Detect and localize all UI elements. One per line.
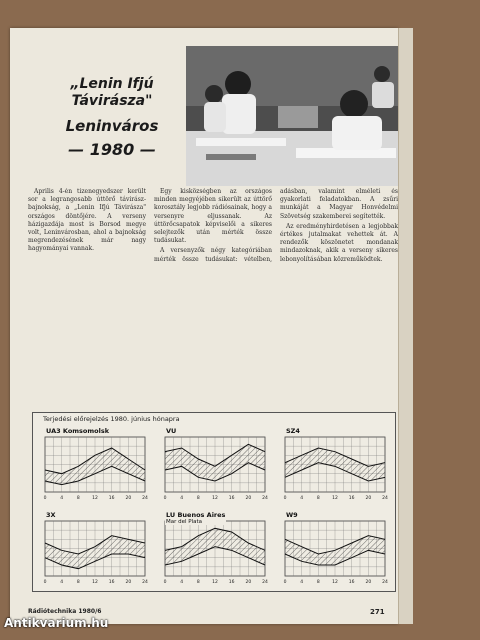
- magazine-name: Rádiótechnika 1980/6: [28, 608, 102, 615]
- forecast-chart: [279, 509, 389, 584]
- watermark-text: Antikvarium.hu: [4, 616, 109, 630]
- x-tick-label: 12: [212, 496, 218, 500]
- chart-subtitle: Mar del Plata: [166, 519, 203, 525]
- chart-title: 3X: [46, 511, 56, 519]
- article-body: [28, 188, 398, 406]
- x-tick-label: 0: [163, 496, 167, 500]
- x-tick-label: 20: [245, 580, 252, 584]
- forecast-chart-svg: [279, 425, 389, 500]
- x-tick-label: 12: [332, 580, 338, 584]
- forecast-chart: [159, 425, 269, 500]
- x-tick-label: 20: [365, 580, 372, 584]
- x-tick-label: 12: [92, 580, 98, 584]
- x-tick-label: 4: [300, 496, 304, 500]
- next-page-edge: [398, 28, 413, 624]
- x-tick-label: 0: [283, 496, 287, 500]
- x-tick-label: 4: [180, 496, 184, 500]
- x-tick-label: 4: [60, 496, 64, 500]
- x-tick-label: 8: [76, 496, 80, 500]
- article-title: [32, 76, 192, 160]
- chart-title: W9: [286, 511, 298, 519]
- x-tick-label: 8: [196, 496, 200, 500]
- chart-panel-caption: Terjedési előrejelzés 1980. június hónapra: [43, 415, 180, 423]
- x-tick-label: 4: [300, 580, 304, 584]
- forecast-chart-svg: [279, 509, 389, 584]
- x-tick-label: 4: [180, 580, 184, 584]
- x-tick-label: 0: [283, 580, 287, 584]
- x-tick-label: 16: [348, 496, 355, 500]
- article-paragraph: Az eredményhirdetésen a legjobbak értékes jutalmakat vehettek át. A rendezők köszönetet mondanak mindazoknak, akik a verseny sikeres lebonyolításában közreműködtek.: [280, 222, 398, 263]
- title-line-2: Leninváros: [65, 117, 159, 135]
- x-tick-label: 24: [382, 580, 388, 584]
- forecast-chart-svg: [39, 425, 149, 500]
- x-tick-label: 8: [316, 496, 320, 500]
- x-tick-label: 16: [108, 580, 115, 584]
- x-tick-label: 20: [365, 496, 372, 500]
- forecast-chart: [39, 425, 149, 500]
- x-tick-label: 0: [43, 580, 47, 584]
- forecast-chart: [279, 425, 389, 500]
- x-tick-label: 24: [382, 496, 388, 500]
- chart-title: UA3 Komsomolsk: [46, 427, 110, 435]
- article-photo: [186, 46, 398, 186]
- chart-title: VU: [166, 427, 177, 435]
- title-line-3: — 1980 —: [68, 140, 156, 159]
- chart-title: SZ4: [286, 427, 300, 435]
- x-tick-label: 20: [125, 496, 132, 500]
- article-paragraph: A versenyzők négy kategóriában mérték össze tudásukat: vételben, adásban, valamint elméleti és gyakorlati feladatokban. A zsűri munkáját a Magyar Honvédelmi Szövetség szakemberei segítették.: [154, 188, 398, 263]
- x-tick-label: 16: [228, 580, 235, 584]
- x-tick-label: 12: [332, 496, 338, 500]
- x-tick-label: 0: [163, 580, 167, 584]
- x-tick-label: 24: [262, 580, 268, 584]
- magazine-page: [10, 28, 398, 624]
- x-tick-label: 12: [212, 580, 218, 584]
- article-paragraph: Egy kisközségben az országos minden megyéjében sikerült az úttörő korosztály legjobb rádiósainak, hogy a versenyre eljussanak. Az úttörőcsapatok képviselői a sikeres selejtezők után mérték össze tudásukat.: [154, 188, 272, 245]
- forecast-chart-svg: [39, 509, 149, 584]
- x-tick-label: 24: [142, 580, 148, 584]
- forecast-chart: [159, 509, 269, 584]
- title-line-1: „Lenin Ifjú Távirásza": [70, 76, 154, 109]
- page-number: 271: [370, 608, 385, 616]
- x-tick-label: 16: [228, 496, 235, 500]
- x-tick-label: 24: [262, 496, 268, 500]
- x-tick-label: 16: [108, 496, 115, 500]
- photo-illustration: [186, 46, 398, 186]
- x-tick-label: 8: [196, 580, 200, 584]
- forecast-chart: [39, 509, 149, 584]
- forecast-chart-svg: [159, 425, 269, 500]
- propagation-forecast-panel: [32, 412, 396, 592]
- x-tick-label: 16: [348, 580, 355, 584]
- x-tick-label: 8: [316, 580, 320, 584]
- chart-title: LU Buenos Aires Mar del Plata: [166, 511, 226, 525]
- x-tick-label: 20: [245, 496, 252, 500]
- x-tick-label: 24: [142, 496, 148, 500]
- article-paragraph: Április 4-én tizenegyedszer került sor a legrangosabb úttörő távirász-bajnokság, a „Lenin Ifjú Távirásza" országos döntőjére. A verseny házigazdája most is Borsod megye volt, Leninvárosban, ahol a bajnokság megrendezésének már nagy hagyományai vannak.: [28, 188, 146, 253]
- x-tick-label: 0: [43, 496, 47, 500]
- x-tick-label: 12: [92, 496, 98, 500]
- x-tick-label: 20: [125, 580, 132, 584]
- x-tick-label: 4: [60, 580, 64, 584]
- x-tick-label: 8: [76, 580, 80, 584]
